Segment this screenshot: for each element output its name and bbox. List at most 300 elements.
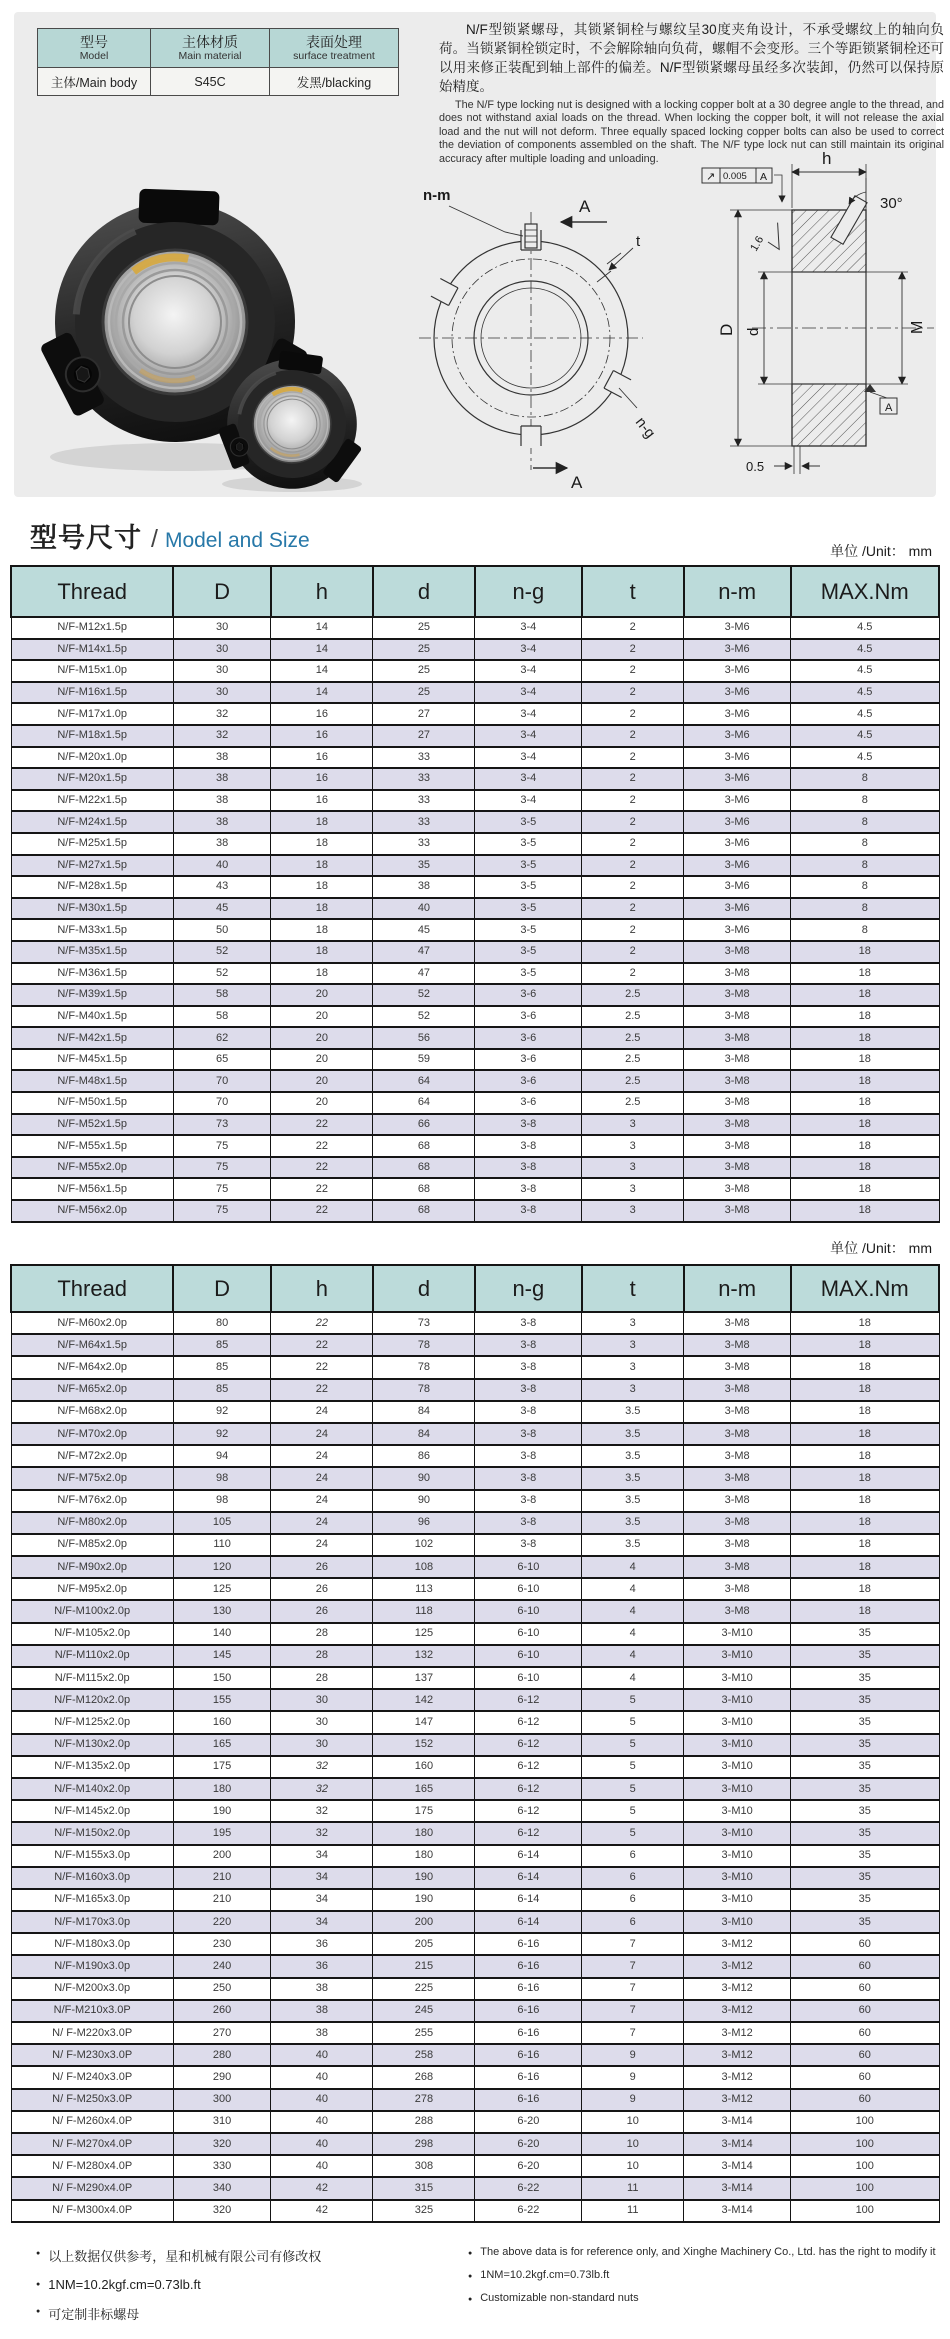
thread-cell: N/F-M135x2.0p	[11, 1756, 173, 1778]
dim-cell: 22	[271, 1157, 373, 1179]
dim-cell: 22	[271, 1356, 373, 1378]
dim-cell: 6-12	[475, 1800, 582, 1822]
dim-cell: 80	[173, 1312, 270, 1334]
dim-cell: 165	[173, 1734, 270, 1756]
size-table-row	[11, 1578, 939, 1600]
dim-cell: 78	[373, 1379, 475, 1401]
label-datum-flag: A	[885, 402, 893, 414]
dim-cell: 75	[173, 1135, 270, 1157]
dim-cell: 68	[373, 1178, 475, 1200]
dim-cell: 84	[373, 1423, 475, 1445]
dim-cell: 4	[582, 1600, 684, 1622]
col-header-thread: Thread	[11, 566, 173, 617]
dim-cell: 100	[791, 2111, 940, 2133]
dim-cell: 3-M8	[684, 1578, 791, 1600]
dim-cell: 3	[582, 1135, 684, 1157]
dim-cell: 40	[373, 898, 475, 920]
thread-cell: N/F-M64x2.0p	[11, 1356, 173, 1378]
thread-cell: N/ F-M230x3.0P	[11, 2044, 173, 2066]
thread-cell: N/F-M72x2.0p	[11, 1445, 173, 1467]
dim-cell: 4.5	[791, 747, 940, 769]
size-table-row	[11, 2111, 939, 2133]
dim-cell: 3-M10	[684, 1645, 791, 1667]
dim-cell: 35	[791, 1711, 940, 1733]
dim-cell: 3.5	[582, 1512, 684, 1534]
size-table-row	[11, 1978, 939, 2000]
dim-cell: 2.5	[582, 1049, 684, 1071]
dim-cell: 7	[582, 1978, 684, 2000]
dim-cell: 2	[582, 963, 684, 985]
thread-cell: N/F-M130x2.0p	[11, 1734, 173, 1756]
dim-cell: 3.5	[582, 1490, 684, 1512]
dim-cell: 3-8	[475, 1467, 582, 1489]
dim-cell: 50	[173, 919, 270, 941]
dim-cell: 64	[373, 1070, 475, 1092]
dim-cell: 3-4	[475, 617, 582, 639]
dim-cell: 3-M10	[684, 1667, 791, 1689]
dim-cell: 3-M6	[684, 855, 791, 877]
dim-cell: 22	[271, 1312, 373, 1334]
dim-cell: 2	[582, 855, 684, 877]
dim-cell: 125	[173, 1578, 270, 1600]
dim-cell: 7	[582, 2022, 684, 2044]
dim-cell: 195	[173, 1822, 270, 1844]
size-table-row	[11, 1645, 939, 1667]
dim-cell: 278	[373, 2089, 475, 2111]
size-table-row	[11, 1401, 939, 1423]
dim-cell: 3-8	[475, 1178, 582, 1200]
dim-cell: 3-M12	[684, 1933, 791, 1955]
dim-cell: 35	[791, 1778, 940, 1800]
dim-cell: 108	[373, 1556, 475, 1578]
size-table-row	[11, 919, 939, 941]
dim-cell: 8	[791, 876, 940, 898]
dim-cell: 3	[582, 1157, 684, 1179]
dim-cell: 6-20	[475, 2133, 582, 2155]
dim-cell: 8	[791, 855, 940, 877]
dim-cell: 3-6	[475, 1049, 582, 1071]
size-table-row	[11, 1490, 939, 1512]
footnote-item	[36, 2304, 446, 2323]
thread-cell: N/ F-M250x3.0P	[11, 2089, 173, 2111]
spec-header-row	[38, 29, 399, 68]
dim-cell: 3	[582, 1312, 684, 1334]
size-table-row	[11, 1711, 939, 1733]
dim-cell: 34	[271, 1889, 373, 1911]
dim-cell: 4.5	[791, 725, 940, 747]
col-header-n-m: n-m	[684, 566, 791, 617]
col-header-t: t	[582, 566, 684, 617]
bullet-icon: ●	[468, 2250, 473, 2257]
dim-cell: 320	[173, 2200, 270, 2222]
dim-cell: 3-6	[475, 1006, 582, 1028]
thread-cell: N/F-M140x2.0p	[11, 1778, 173, 1800]
dim-cell: 132	[373, 1645, 475, 1667]
dim-cell: 38	[271, 2000, 373, 2022]
dim-cell: 10	[582, 2155, 684, 2177]
dim-cell: 24	[271, 1445, 373, 1467]
dim-cell: 3-M8	[684, 1006, 791, 1028]
dim-cell: 3-M6	[684, 833, 791, 855]
dim-cell: 3-M6	[684, 898, 791, 920]
unit-label-1: 单位 /Unit： mm	[830, 543, 932, 559]
dim-cell: 30	[271, 1711, 373, 1733]
dim-cell: 2	[582, 898, 684, 920]
dim-cell: 4	[582, 1578, 684, 1600]
dim-cell: 3	[582, 1178, 684, 1200]
size-table-row	[11, 876, 939, 898]
thread-cell: N/F-M28x1.5p	[11, 876, 173, 898]
thread-cell: N/F-M45x1.5p	[11, 1049, 173, 1071]
size-table-row	[11, 1178, 939, 1200]
dim-cell: 9	[582, 2089, 684, 2111]
size-table-row	[11, 768, 939, 790]
dim-cell: 10	[582, 2133, 684, 2155]
dim-cell: 3-8	[475, 1512, 582, 1534]
dim-cell: 270	[173, 2022, 270, 2044]
dim-cell: 3-M8	[684, 1092, 791, 1114]
thread-cell: N/F-M12x1.5p	[11, 617, 173, 639]
dim-cell: 3-8	[475, 1334, 582, 1356]
dim-cell: 38	[271, 2022, 373, 2044]
dim-cell: 20	[271, 1092, 373, 1114]
dim-cell: 85	[173, 1334, 270, 1356]
dim-cell: 3-M6	[684, 768, 791, 790]
size-table-row	[11, 1822, 939, 1844]
dim-cell: 6-20	[475, 2155, 582, 2177]
thread-cell: N/F-M27x1.5p	[11, 855, 173, 877]
dim-cell: 6-22	[475, 2177, 582, 2199]
size-table-row	[11, 1467, 939, 1489]
dim-cell: 3-M12	[684, 2022, 791, 2044]
dim-cell: 102	[373, 1534, 475, 1556]
bullet-icon: ●	[36, 2281, 41, 2288]
size-table-row	[11, 984, 939, 1006]
dim-cell: 3-M10	[684, 1867, 791, 1889]
bullet-icon: ●	[468, 2296, 473, 2303]
dim-cell: 18	[271, 941, 373, 963]
dim-cell: 6-10	[475, 1578, 582, 1600]
dim-cell: 6-16	[475, 2022, 582, 2044]
dim-cell: 125	[373, 1623, 475, 1645]
dim-cell: 8	[791, 790, 940, 812]
dim-cell: 58	[173, 1006, 270, 1028]
dim-cell: 2.5	[582, 1027, 684, 1049]
dim-cell: 6-12	[475, 1734, 582, 1756]
dim-cell: 38	[173, 811, 270, 833]
description-en: The N/F type locking nut is designed with a locking copper bolt at a 30 degree angle to the thread, and does not withstand axial loads on the thread. When locking the copper bolt, it will not release the axial load and the nut will not deform. Three equally spaced locking copper bolts can also be used to correct the deviation of components assembled on the shaft. The N/F type lock nut can still maintain its original accuracy after multiple loading and unloading.	[439, 99, 944, 165]
dim-cell: 14	[271, 682, 373, 704]
dim-cell: 14	[271, 660, 373, 682]
dim-cell: 6-10	[475, 1645, 582, 1667]
dim-cell: 34	[271, 1845, 373, 1867]
dim-cell: 47	[373, 941, 475, 963]
dim-cell: 3-M8	[684, 1027, 791, 1049]
size-table-row	[11, 898, 939, 920]
spec-header-model-zh: 型号	[80, 34, 108, 50]
thread-cell: N/F-M160x3.0p	[11, 1867, 173, 1889]
dim-cell: 3-M8	[684, 1334, 791, 1356]
dim-cell: 110	[173, 1534, 270, 1556]
dim-cell: 6-20	[475, 2111, 582, 2133]
dim-cell: 11	[582, 2177, 684, 2199]
dim-cell: 32	[271, 1778, 373, 1800]
dim-cell: 3-M8	[684, 1379, 791, 1401]
label-n-g: n-g	[631, 413, 659, 442]
dim-cell: 90	[373, 1467, 475, 1489]
dim-cell: 35	[791, 1667, 940, 1689]
dim-cell: 30	[173, 682, 270, 704]
dim-cell: 3	[582, 1379, 684, 1401]
dim-cell: 38	[173, 790, 270, 812]
dim-cell: 35	[791, 1822, 940, 1844]
spec-value-row	[38, 68, 399, 96]
spec-header-surface-en: surface treatment	[293, 50, 375, 62]
dim-cell: 75	[173, 1178, 270, 1200]
dim-cell: 100	[791, 2200, 940, 2222]
spec-header-material-zh: 主体材质	[182, 34, 238, 50]
dim-cell: 6-16	[475, 2044, 582, 2066]
size-table-row	[11, 1667, 939, 1689]
dim-cell: 3-M8	[684, 1401, 791, 1423]
footnote-item	[468, 2292, 940, 2304]
dim-cell: 38	[173, 833, 270, 855]
dim-cell: 3-M6	[684, 919, 791, 941]
dim-cell: 160	[173, 1711, 270, 1733]
dim-cell: 20	[271, 984, 373, 1006]
dim-cell: 34	[271, 1867, 373, 1889]
size-table-row	[11, 1049, 939, 1071]
dim-cell: 147	[373, 1711, 475, 1733]
size-table-row	[11, 1689, 939, 1711]
dim-cell: 3-M8	[684, 1445, 791, 1467]
col-header-h: h	[271, 1265, 373, 1312]
size-table-row	[11, 1200, 939, 1222]
dim-cell: 27	[373, 725, 475, 747]
dim-cell: 52	[173, 963, 270, 985]
size-table-row	[11, 1600, 939, 1622]
size-table-row	[11, 1356, 939, 1378]
dim-cell: 113	[373, 1578, 475, 1600]
dim-cell: 3-M8	[684, 984, 791, 1006]
dim-cell: 70	[173, 1070, 270, 1092]
dim-cell: 3-M6	[684, 660, 791, 682]
dim-cell: 250	[173, 1978, 270, 2000]
size-table-row	[11, 2022, 939, 2044]
thread-cell: N/F-M52x1.5p	[11, 1114, 173, 1136]
dim-cell: 34	[271, 1911, 373, 1933]
dim-cell: 35	[373, 855, 475, 877]
dim-cell: 38	[173, 768, 270, 790]
dim-cell: 3-M12	[684, 2044, 791, 2066]
dim-cell: 33	[373, 747, 475, 769]
thread-cell: N/ F-M240x3.0P	[11, 2066, 173, 2088]
dim-cell: 137	[373, 1667, 475, 1689]
dim-cell: 3-4	[475, 747, 582, 769]
col-header-d: d	[373, 1265, 475, 1312]
thread-cell: N/F-M100x2.0p	[11, 1600, 173, 1622]
dim-cell: 3	[582, 1334, 684, 1356]
dim-cell: 4	[582, 1623, 684, 1645]
dim-cell: 18	[791, 1092, 940, 1114]
dim-cell: 180	[173, 1778, 270, 1800]
dim-cell: 40	[271, 2044, 373, 2066]
thread-cell: N/F-M20x1.5p	[11, 768, 173, 790]
thread-cell: N/F-M14x1.5p	[11, 639, 173, 661]
dim-cell: 18	[791, 1135, 940, 1157]
dim-cell: 40	[173, 855, 270, 877]
label-D: D	[717, 323, 736, 336]
dim-cell: 60	[791, 2044, 940, 2066]
dim-cell: 32	[173, 725, 270, 747]
dim-cell: 8	[791, 811, 940, 833]
size-table-row	[11, 1623, 939, 1645]
dim-cell: 3-5	[475, 855, 582, 877]
size-table-row	[11, 2155, 939, 2177]
dim-cell: 6-12	[475, 1711, 582, 1733]
dim-cell: 25	[373, 617, 475, 639]
dim-cell: 3-M10	[684, 1800, 791, 1822]
front-view-drawing	[409, 160, 669, 495]
dim-cell: 3-6	[475, 1092, 582, 1114]
dim-cell: 3.5	[582, 1423, 684, 1445]
dim-cell: 3-4	[475, 768, 582, 790]
dim-cell: 3	[582, 1114, 684, 1136]
dim-cell: 3-8	[475, 1401, 582, 1423]
dim-cell: 3-5	[475, 941, 582, 963]
spec-value-surface: 发黑/blacking	[270, 68, 399, 96]
thread-cell: N/F-M40x1.5p	[11, 1006, 173, 1028]
size-table-row	[11, 1756, 939, 1778]
size-table-row	[11, 1379, 939, 1401]
col-header-h: h	[271, 566, 373, 617]
dim-cell: 5	[582, 1822, 684, 1844]
dim-cell: 36	[271, 1955, 373, 1977]
dim-cell: 33	[373, 790, 475, 812]
dim-cell: 190	[373, 1889, 475, 1911]
dim-cell: 2.5	[582, 1006, 684, 1028]
thread-cell: N/ F-M290x4.0P	[11, 2177, 173, 2199]
dim-cell: 3-8	[475, 1423, 582, 1445]
col-header-D: D	[173, 566, 270, 617]
dim-cell: 64	[373, 1092, 475, 1114]
dim-cell: 35	[791, 1800, 940, 1822]
dim-cell: 2	[582, 919, 684, 941]
footnote-item	[468, 2269, 940, 2281]
dim-cell: 6-10	[475, 1600, 582, 1622]
label-section-a-top: A	[579, 197, 591, 216]
dim-cell: 3-M8	[684, 1135, 791, 1157]
dim-cell: 18	[271, 919, 373, 941]
footnote-text: 可定制非标螺母	[48, 2307, 140, 2322]
dim-cell: 22	[271, 1379, 373, 1401]
label-section-a-bottom: A	[571, 473, 583, 492]
dim-cell: 30	[271, 1734, 373, 1756]
label-angle-30: 30°	[880, 195, 903, 212]
dim-cell: 65	[173, 1049, 270, 1071]
dim-cell: 118	[373, 1600, 475, 1622]
dim-cell: 200	[373, 1911, 475, 1933]
dim-cell: 210	[173, 1867, 270, 1889]
footnotes-zh	[36, 2246, 446, 2335]
thread-cell: N/F-M180x3.0p	[11, 1933, 173, 1955]
dim-cell: 2	[582, 790, 684, 812]
thread-cell: N/F-M120x2.0p	[11, 1689, 173, 1711]
dim-cell: 4	[582, 1645, 684, 1667]
dim-cell: 215	[373, 1955, 475, 1977]
dim-cell: 25	[373, 682, 475, 704]
col-header-n-m: n-m	[684, 1265, 791, 1312]
footnote-text: The above data is for reference only, and Xinghe Machinery Co., Ltd. has the right to modify it	[480, 2246, 936, 2258]
dim-cell: 130	[173, 1600, 270, 1622]
dim-cell: 14	[271, 617, 373, 639]
dim-cell: 3-M10	[684, 1778, 791, 1800]
size-table-row	[11, 1334, 939, 1356]
dim-cell: 298	[373, 2133, 475, 2155]
size-table-row	[11, 1312, 939, 1334]
dim-cell: 70	[173, 1092, 270, 1114]
dim-cell: 220	[173, 1911, 270, 1933]
dim-cell: 22	[271, 1200, 373, 1222]
size-table-header-row	[11, 1265, 939, 1312]
dim-cell: 2	[582, 941, 684, 963]
dim-cell: 75	[173, 1157, 270, 1179]
section-title-en: Model and Size	[164, 529, 310, 552]
thread-cell: N/F-M64x1.5p	[11, 1334, 173, 1356]
dim-cell: 56	[373, 1027, 475, 1049]
size-table-row	[11, 790, 939, 812]
size-table-row	[11, 1445, 939, 1467]
dim-cell: 5	[582, 1734, 684, 1756]
dim-cell: 3-M10	[684, 1845, 791, 1867]
dim-cell: 33	[373, 811, 475, 833]
dim-cell: 3-M8	[684, 1178, 791, 1200]
dim-cell: 300	[173, 2089, 270, 2111]
dim-cell: 3-M12	[684, 1978, 791, 2000]
dim-cell: 3-M12	[684, 1955, 791, 1977]
dim-cell: 20	[271, 1070, 373, 1092]
dim-cell: 22	[271, 1178, 373, 1200]
size-table-row	[11, 1157, 939, 1179]
dim-cell: 18	[271, 876, 373, 898]
dim-cell: 315	[373, 2177, 475, 2199]
dim-cell: 3-M8	[684, 1070, 791, 1092]
dim-cell: 26	[271, 1556, 373, 1578]
footnote-item	[36, 2246, 446, 2265]
thread-cell: N/F-M155x3.0p	[11, 1845, 173, 1867]
dim-cell: 3-M6	[684, 725, 791, 747]
dim-cell: 68	[373, 1157, 475, 1179]
col-header-n-g: n-g	[475, 1265, 582, 1312]
dim-cell: 3-M14	[684, 2155, 791, 2177]
spec-header-surface	[270, 29, 399, 68]
dim-cell: 6	[582, 1867, 684, 1889]
dim-cell: 290	[173, 2066, 270, 2088]
dim-cell: 60	[791, 2089, 940, 2111]
dim-cell: 18	[791, 1312, 940, 1334]
size-table-row	[11, 2177, 939, 2199]
dim-cell: 6-16	[475, 2089, 582, 2111]
dim-cell: 255	[373, 2022, 475, 2044]
dim-cell: 78	[373, 1334, 475, 1356]
dim-cell: 18	[791, 1200, 940, 1222]
dim-cell: 3-5	[475, 919, 582, 941]
label-h: h	[822, 149, 832, 168]
runout-symbol-icon: ↗	[706, 171, 716, 183]
dim-cell: 6	[582, 1911, 684, 1933]
thread-cell: N/F-M170x3.0p	[11, 1911, 173, 1933]
label-t: t	[636, 233, 641, 250]
